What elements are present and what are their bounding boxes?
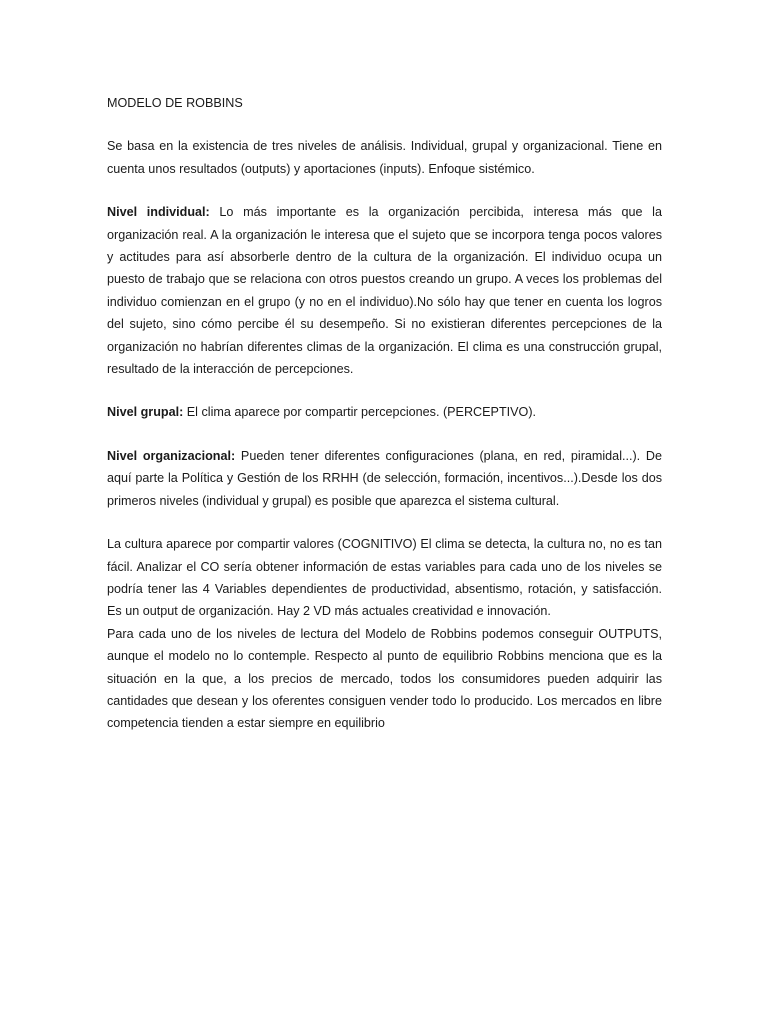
outputs-paragraph: Para cada uno de los niveles de lectura del Modelo de Robbins podemos conseguir OUTPUTS, aunque el modelo no lo contemple. Respecto al punto de equilibrio Robbins menciona que es la situación en la que, a los precios de mercado, todos los consumidores pueden adquirir las cantidades que desean y los oferentes consiguen vender todo lo producido. Los mercados en libre competencia tienden a estar siempre en equilibrio bbox=[107, 626, 662, 731]
individual-level-heading: Nivel individual: bbox=[107, 205, 210, 220]
group-level-text: El clima aparece por compartir percepciones. (PERCEPTIVO). bbox=[183, 405, 537, 420]
document-page bbox=[107, 92, 662, 735]
organizational-level-heading: Nivel organizacional: bbox=[107, 448, 236, 463]
group-level-heading: Nivel grupal: bbox=[107, 405, 184, 420]
culture-paragraph: La cultura aparece por compartir valores (COGNITIVO) El clima se detecta, la cultura no, no es tan fácil. Analizar el CO sería obtener información de estas variables para cada uno de los niveles se podría tener las 4 Variables dependientes de productividad, absentismo, rotación, y satisfacción. Es un output de organización. Hay 2 VD más actuales creatividad e innovación. bbox=[107, 537, 662, 619]
intro-paragraph: Se basa en la existencia de tres niveles de análisis. Individual, grupal y organizacional. Tiene en cuenta unos resultados (outputs) y aportaciones (inputs). Enfoque sistémico. bbox=[107, 139, 662, 176]
organizational-level-text: Pueden tener diferentes configuraciones (plana, en red, piramidal...). De aquí parte la Política y Gestión de los RRHH (de selección, formación, incentivos...).Desde los dos primeros niveles (individual y grupal) es posible que aparezca el sistema cultural. bbox=[107, 448, 663, 508]
group-level-paragraph bbox=[107, 401, 662, 423]
individual-level-paragraph bbox=[107, 201, 662, 380]
organizational-level-paragraph bbox=[107, 445, 662, 512]
document-title: MODELO DE ROBBINS bbox=[107, 96, 243, 110]
individual-level-text: Lo más importante es la organización percibida, interesa más que la organización real. A la organización le interesa que el sujeto que se incorpora tenga pocos valores y actitudes para así absorberle dentro de la cultura de la organización. El individuo ocupa un puesto de trabajo que se relaciona con otros puestos creando un grupo. A veces los problemas del individuo comienzan en el grupo (y no en el individuo).No sólo hay que tener en cuenta los logros del sujeto, sino cómo percibe él su desempeño. Si no existieran diferentes percepciones de la organización no habrían diferentes climas de la organización. El clima es una construcción grupal, resultado de la interacción de percepciones. bbox=[107, 205, 662, 377]
